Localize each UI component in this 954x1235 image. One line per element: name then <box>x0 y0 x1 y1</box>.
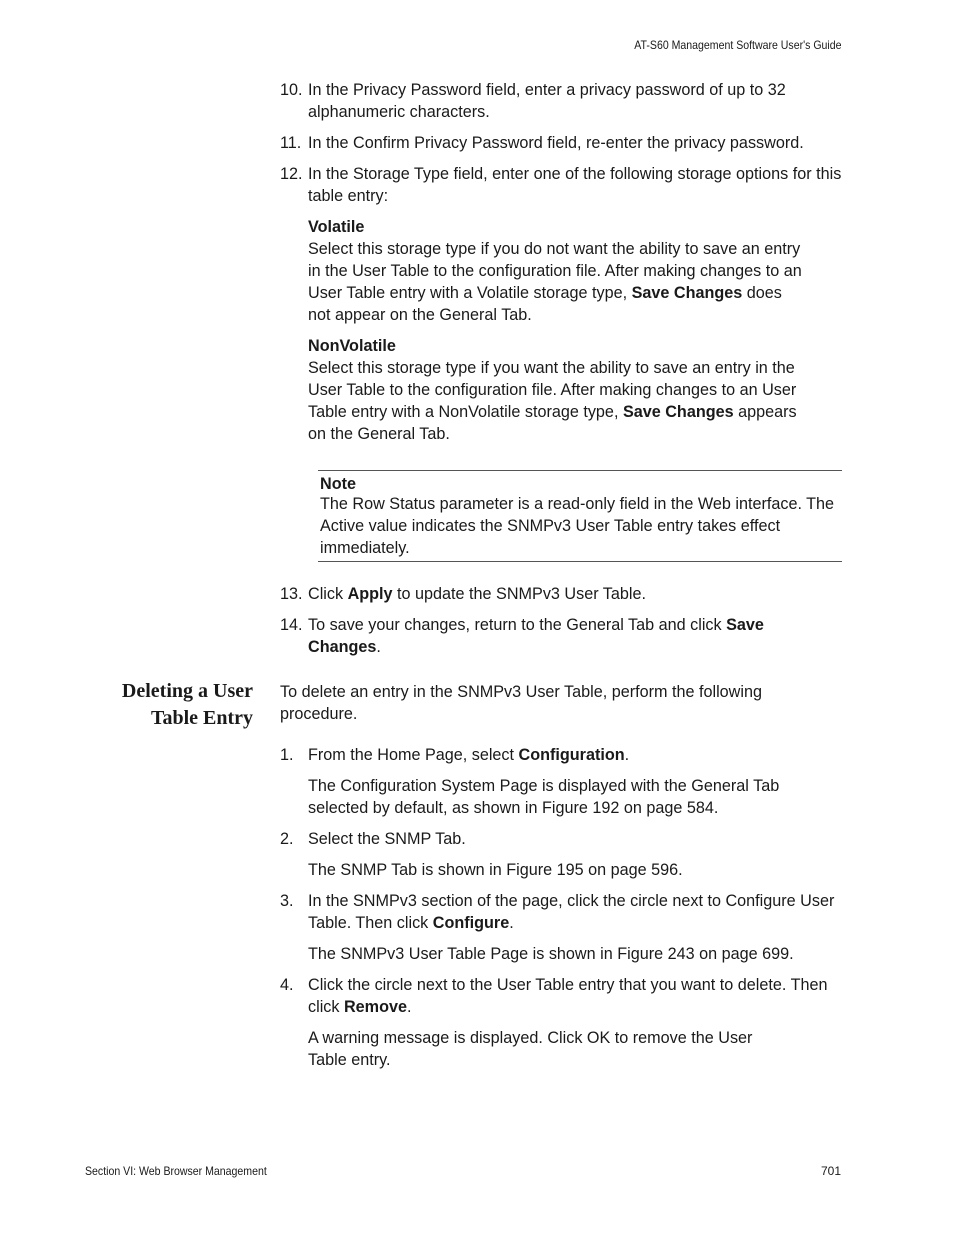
option-bold: Save Changes <box>631 284 743 302</box>
page-number: 701 <box>820 1164 841 1178</box>
procedure-result-4: A warning message is displayed. Click OK to remove the User Table entry. <box>308 1029 753 1069</box>
step-bold: Remove <box>343 998 407 1016</box>
heading-line-1: Deleting a User <box>121 680 253 702</box>
running-header: AT-S60 Management Software User's Guide <box>634 38 842 52</box>
step-text: From the Home Page, select <box>308 746 515 764</box>
storage-option-nonvolatile <box>308 335 813 445</box>
step-text-end: . <box>406 998 412 1016</box>
note-box <box>318 470 842 562</box>
section-heading <box>122 678 253 732</box>
step-bold: Configure <box>432 914 510 932</box>
step-number: 3. <box>280 892 294 910</box>
option-text-end: appears on the General Tab. <box>308 403 797 443</box>
step-text-end: . <box>509 914 514 932</box>
step-text-end: to update the SNMPv3 User Table. <box>397 585 646 603</box>
procedure-result-2: The SNMP Tab is shown in Figure 195 on page 596. <box>308 861 683 879</box>
step-bold: Apply <box>347 585 393 603</box>
step-text: In the Privacy Password field, enter a privacy password of up to 32 alphanumeric characters. <box>308 81 786 121</box>
step-number: 11. <box>280 134 302 152</box>
footer-section: Section VI: Web Browser Management <box>85 1164 267 1178</box>
step-text: In the SNMPv3 section of the page, click the circle next to Configure User Table. Then click <box>308 892 835 932</box>
option-title: NonVolatile <box>308 337 396 355</box>
step-number: 10. <box>280 81 303 99</box>
step-number: 12. <box>280 165 303 183</box>
step-text: To save your changes, return to the General Tab and click <box>308 616 722 634</box>
option-text-end: does not appear on the General Tab. <box>308 284 782 324</box>
step-text: In the Storage Type field, enter one of the following storage options for this table entry: <box>308 165 842 205</box>
step-number: 2. <box>280 830 294 848</box>
procedure-step-2 <box>280 828 844 850</box>
step-10 <box>280 79 844 123</box>
step-number: 1. <box>280 746 294 764</box>
note-title: Note <box>320 475 356 493</box>
step-12 <box>280 163 844 207</box>
step-text: Click <box>308 585 344 603</box>
step-text-end: . <box>624 746 630 764</box>
procedure-step-1 <box>280 744 844 766</box>
option-bold: Save Changes <box>622 403 734 421</box>
note-text: The Row Status parameter is a read-only field in the Web interface. The Active value indicates the SNMPv3 User Table entry takes effect immediately. <box>320 495 835 557</box>
option-text: Select this storage type if you want the ability to save an entry in the User Table to the configuration file. After making changes to an User Table entry with a NonVolatile storage type, <box>308 359 797 421</box>
step-number: 13. <box>280 585 303 603</box>
option-title: Volatile <box>308 218 365 236</box>
step-number: 4. <box>280 976 294 994</box>
procedure-result-1: The Configuration System Page is displayed with the General Tab selected by default, as shown in Figure 192 on page 584. <box>308 777 780 817</box>
step-text: Click the circle next to the User Table entry that you want to delete. Then click <box>308 976 828 1016</box>
procedure-result-3: The SNMPv3 User Table Page is shown in Figure 243 on page 699. <box>308 945 794 963</box>
step-number: 14. <box>280 616 303 634</box>
procedure-step-4 <box>280 974 844 1018</box>
step-bold: Configuration <box>518 746 625 764</box>
step-text: Select the SNMP Tab. <box>308 830 466 848</box>
storage-option-volatile <box>308 216 808 326</box>
procedure-step-3 <box>280 890 844 934</box>
step-11 <box>280 132 844 154</box>
heading-line-2: Table Entry <box>150 707 253 729</box>
section-intro: To delete an entry in the SNMPv3 User Table, perform the following procedure. <box>280 683 762 723</box>
step-13 <box>280 583 844 605</box>
step-text-end: . <box>376 638 381 656</box>
step-bold: Save Changes <box>308 616 764 656</box>
step-text: In the Confirm Privacy Password field, re-enter the privacy password. <box>308 134 804 152</box>
option-text: Select this storage type if you do not want the ability to save an entry in the User Table to the configuration file. After making changes to an User Table entry with a Volatile storage type, <box>308 240 802 302</box>
step-14 <box>280 614 844 658</box>
